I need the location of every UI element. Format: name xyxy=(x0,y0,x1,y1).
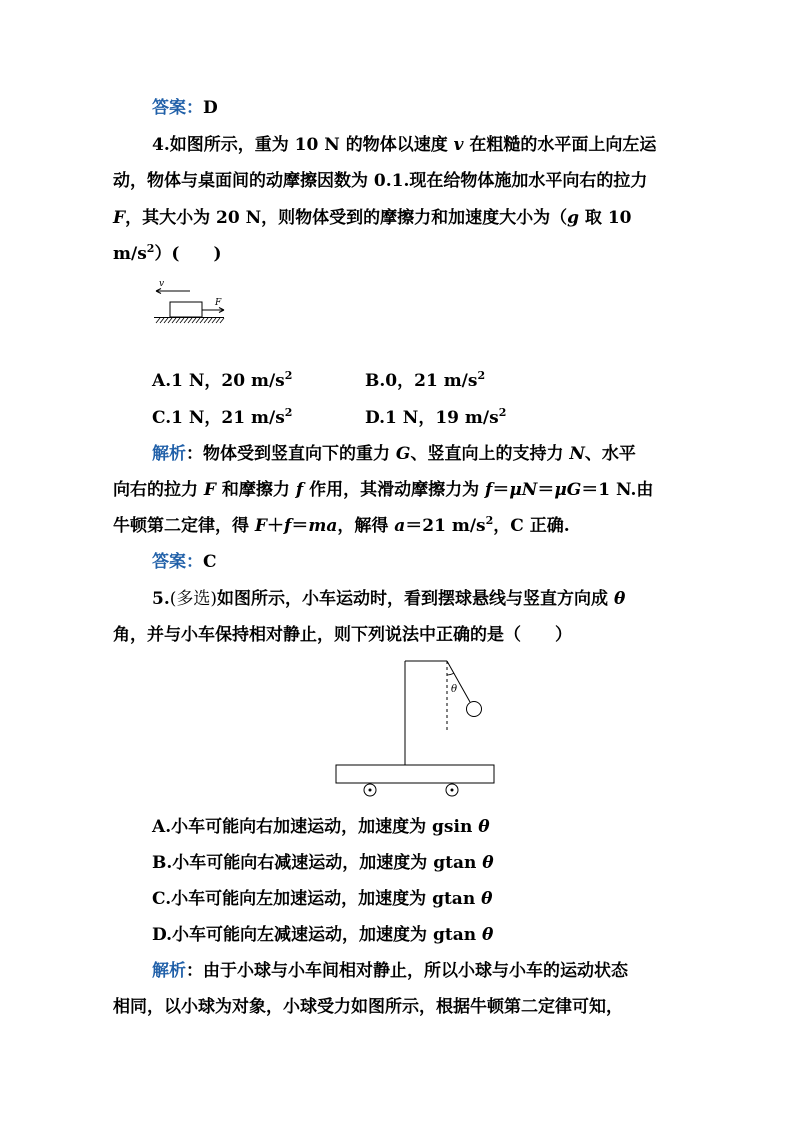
cart-body xyxy=(336,765,494,783)
q4-analysis-line3: 牛顿第二定律，得 F＋f＝ma，解得 a＝21 $m/s^2$，C 正确. xyxy=(113,514,570,536)
answer-label: 答案： xyxy=(152,98,203,118)
pendulum-string xyxy=(447,661,470,702)
q5-stem-line1: 5.(多选)如图所示，小车运动时，看到摆球悬线与竖直方向成 θ xyxy=(152,589,626,609)
q4-answer xyxy=(152,551,217,573)
velocity-label: v xyxy=(159,279,165,289)
q4-stem-line3: F，其大小为 20 N，则物体受到的摩擦力和加速度大小为（g 取 10 xyxy=(113,208,632,228)
q4-stem-line2: 动，物体与桌面间的动摩擦因数为 0.1.现在给物体施加水平向右的拉力 xyxy=(113,171,648,191)
q5-cart-figure xyxy=(330,655,500,805)
q5-stem-line2: 角，并与小车保持相对静止，则下列说法中正确的是（ ） xyxy=(113,625,572,645)
multi-select-tag: (多选) xyxy=(169,589,218,609)
answer-value: D xyxy=(203,98,218,118)
q4-option-b: B.0，21 $m/s^2$ xyxy=(365,369,486,391)
q4-option-a: A.1 N，20 $m/s^2$ xyxy=(152,369,293,391)
q4-analysis-line2: 向右的拉力 F 和摩擦力 f 作用，其滑动摩擦力为 f＝μN＝μG＝1 N.由 xyxy=(113,480,654,500)
block xyxy=(170,302,202,317)
floor-hatching xyxy=(156,318,224,323)
q5-option-d: D.小车可能向左减速运动，加速度为 gtan θ xyxy=(152,925,494,945)
force-label: F xyxy=(215,298,222,308)
theta-label: θ xyxy=(451,684,458,695)
analysis-label: 解析 xyxy=(152,961,186,981)
angle-arc xyxy=(447,673,454,675)
q3-answer xyxy=(152,97,218,119)
q5-option-c: C.小车可能向左加速运动，加速度为 gtan θ xyxy=(152,889,493,909)
pendulum-ball xyxy=(467,702,482,717)
q5-analysis-line2: 相同，以小球为对象，小球受力如图所示，根据牛顿第二定律可知， xyxy=(113,997,623,1017)
q4-analysis-line1: 解析：物体受到竖直向下的重力 G、竖直向上的支持力 N、水平 xyxy=(152,444,636,464)
answer-label: 答案： xyxy=(152,552,203,572)
q5-analysis-line1: 解析：由于小球与小车间相对静止，所以小球与小车的运动状态 xyxy=(152,961,628,981)
q4-stem-line4: $m/s^2$）( ) xyxy=(113,242,222,264)
q4-option-d: D.1 N，19 $m/s^2$ xyxy=(365,406,507,428)
answer-value: C xyxy=(203,552,217,572)
q4-option-c: C.1 N，21 $m/s^2$ xyxy=(152,406,293,428)
q5-option-a: A.小车可能向右加速运动，加速度为 gsin θ xyxy=(152,817,490,837)
q5-option-b: B.小车可能向右减速运动，加速度为 gtan θ xyxy=(152,853,494,873)
q4-stem-line1: 4.如图所示，重为 10 N 的物体以速度 v 在粗糙的水平面上向左运 xyxy=(152,135,657,155)
q4-block-figure xyxy=(150,278,230,326)
analysis-label: 解析 xyxy=(152,444,186,464)
